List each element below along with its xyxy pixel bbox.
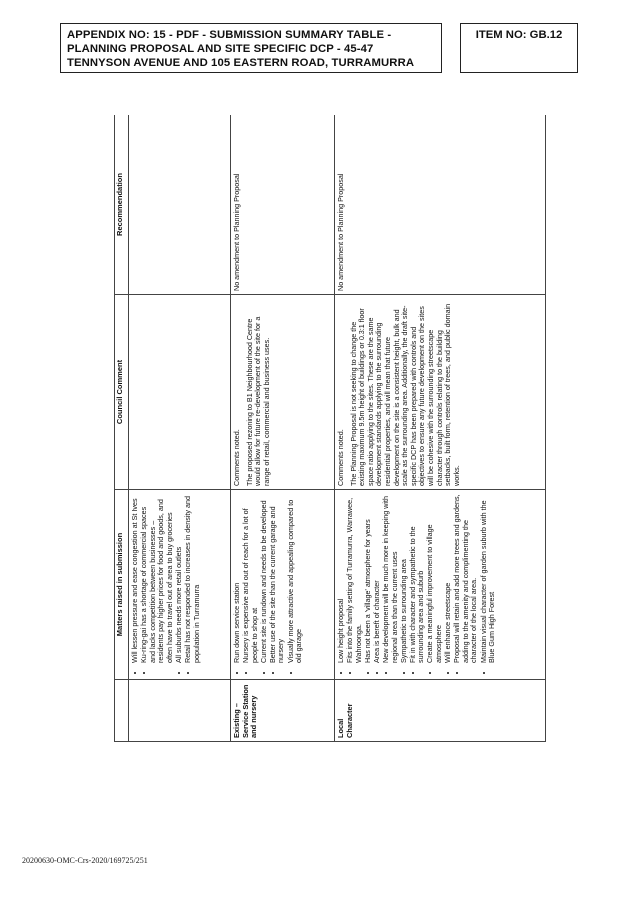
matter-item: • All suburbs needs more retail outlets bbox=[175, 493, 184, 663]
appendix-title-line-1: APPENDIX NO: 15 - PDF - SUBMISSION SUMMARY TABLE - bbox=[67, 29, 392, 41]
row-recommendation: No amendment to Planning Proposal bbox=[335, 115, 546, 295]
council-comment-paragraph: The proposed rezoning to B1 Neighbourhood Centre would allow for future re-development of the site for a range of retail, commercial and business uses. bbox=[244, 316, 271, 486]
table-row bbox=[335, 115, 546, 742]
row-matters bbox=[335, 490, 546, 680]
matter-item: • Fits into the family setting of Turramurra, Warrawee, Wahroonga. bbox=[346, 493, 363, 663]
matter-item: • Has not been a 'village' atmosphere for years bbox=[364, 493, 373, 663]
submission-table-container bbox=[114, 115, 546, 742]
row-matters bbox=[231, 490, 335, 680]
row-topic: Existing – Service Station and nursery bbox=[231, 680, 335, 742]
matter-item: • Sympathetic to surrounding area bbox=[400, 493, 409, 663]
appendix-title-box bbox=[60, 23, 442, 73]
submission-summary-table bbox=[114, 115, 546, 742]
matter-item: • Will lessen pressure and ease congestion at St Ives bbox=[131, 493, 140, 663]
row-council-comment bbox=[231, 295, 335, 490]
matter-item: • Better use of the site than the current garage and nursery bbox=[269, 493, 286, 663]
matter-item: • Maintain visual character of garden suburb with the Blue Gum High Forest bbox=[480, 493, 497, 663]
header-council-comment: Council Comment bbox=[115, 295, 129, 490]
matter-item: • Proposal will retain and add more trees and gardens, adding to the amenity and complimenting the character of the local area. bbox=[453, 493, 479, 663]
matter-item: • Current site is rundown and needs to be developed bbox=[260, 493, 269, 663]
row-topic: Local Character bbox=[335, 680, 546, 742]
council-comment-paragraph: The Planning Proposal is not seeking to change the existing maximum 9.5m height of buildings or 0.3:1 floor space ratio applying to the sites. These are the same development standards applying to the surrounding residential properties, and will mean that future development on the site is a consistent height, bulk and scale as the surrounding area. Additionally, the draft site-specific DCP has been prepared with controls and objectives to ensure any future development on the sites will be cohesive with the surrounding streetscape character through controls relating to the building setbacks, built form, retention of trees, and public domain works. bbox=[348, 303, 461, 486]
matter-item: • New development will be much more in keeping with regional area than the current uses bbox=[382, 493, 399, 663]
header-topic bbox=[115, 680, 129, 742]
matter-item: • Nursery is expensive and out of reach for a lot of people to shop at bbox=[242, 493, 259, 663]
row-council-comment bbox=[335, 295, 546, 490]
matter-item: • Create a meaningful improvement to village atmosphere bbox=[426, 493, 443, 663]
matter-item: • Visually more attractive and appealing compared to old garage bbox=[287, 493, 304, 663]
table-row bbox=[231, 115, 335, 742]
council-comment-paragraph: Comments noted. bbox=[232, 429, 241, 486]
matter-item: • Retail has not responded to increases in density and population in Turramurra bbox=[184, 493, 201, 663]
header-matters: Matters raised in submission bbox=[115, 490, 129, 680]
document-reference: 20200630-OMC-Crs-2020/169725/251 bbox=[22, 856, 148, 865]
appendix-title-line-3: TENNYSON AVENUE AND 105 EASTERN ROAD, TURRAMURRA bbox=[67, 57, 415, 69]
row-council-comment bbox=[129, 295, 231, 490]
matter-item: • Area is bereft of character bbox=[373, 493, 382, 663]
item-number-box bbox=[460, 23, 578, 73]
matter-item: • Will enhance streetscape bbox=[444, 493, 453, 663]
item-number: ITEM NO: GB.12 bbox=[475, 29, 563, 41]
matter-item: • Ku-ring-gai has a shortage of commercial spaces and lacks competition between businesses – residents pay higher prices for food and goods, and often have to travel out of area to buy groceries bbox=[140, 493, 174, 663]
council-comment-paragraph: Comments noted. bbox=[336, 429, 345, 486]
rotated-page-content bbox=[114, 115, 546, 742]
matter-item: • Low height proposal bbox=[337, 493, 346, 663]
matter-item: • Fit in with character and sympathetic to the surrounding area and suburb bbox=[409, 493, 426, 663]
row-matters bbox=[129, 490, 231, 680]
row-recommendation: No amendment to Planning Proposal bbox=[231, 115, 335, 295]
row-recommendation bbox=[129, 115, 231, 295]
matter-item: • Run down service station bbox=[233, 493, 242, 663]
header-recommendation: Recommendation bbox=[115, 115, 129, 295]
row-topic bbox=[129, 680, 231, 742]
appendix-title-line-2: PLANNING PROPOSAL AND SITE SPECIFIC DCP - 45-47 bbox=[67, 43, 374, 55]
table-header-row bbox=[115, 115, 129, 742]
table-row bbox=[129, 115, 231, 742]
